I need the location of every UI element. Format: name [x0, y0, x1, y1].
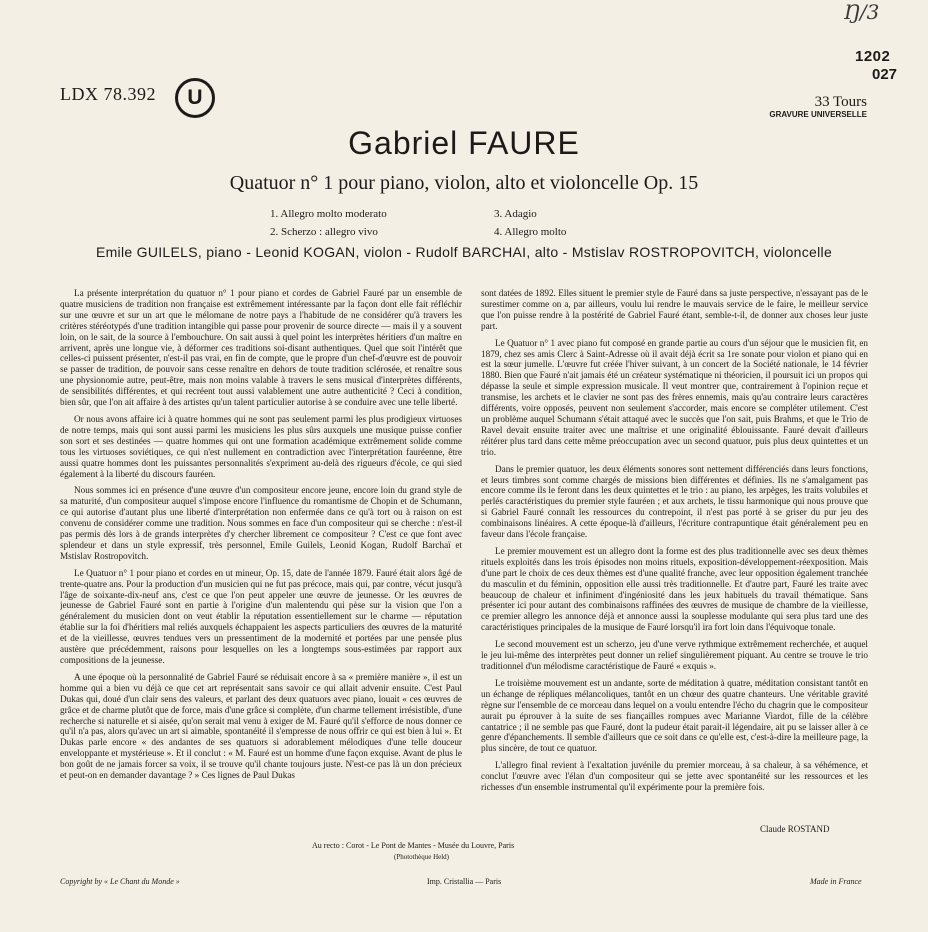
movement-2: 2. Scherzo : allegro vivo: [270, 226, 378, 238]
notes-paragraph: Nous sommes ici en présence d'une œuvre d'un compositeur encore jeune, encore loin du grand style de sa maturité, d'un compositeur auquel s'impose encore l'influence du romantisme de Chopin et de Schumann, ce qui autorise d'autant plus une liberté d'interprétation non enfermée dans ce qu'à tort ou à raison on est convenu de considérer comme une tradition. Nous sommes en face d'un compositeur qui se cherche : n'est-il pas permis dès lors à de grands interprètes d'y chercher librement ce compositeur ? C'est ce que font avec splendeur et dans un style expressif, très personnel, Emile Guilels, Leonid Kogan, Rudolf Barchaï et Mstislav Rostropovitch.: [60, 485, 462, 561]
composer-title: Gabriel FAURE: [348, 125, 580, 161]
notes-paragraph: La présente interprétation du quatuor n° 1 pour piano et cordes de Gabriel Fauré par un ensemble de quatre musiciens de tradition non française est extrêmement intéressante par la façon dont elle fait réfléchir sur une œuvre et sur un art que le mélomane de notre pays a l'habitude de ne considérer qu'à travers les critères stéréotypés d'une tradition intangible qui passe pour provenir de source directe — mais il y a souvent loin, on le sait, de la source à l'embouchure. On sait aussi à quel point les interprètes héritiers d'un maître en arrivent, après une longue vie, à déformer ces traditions soi-disant authentiques. Quel que soit l'intérêt que celles-ci puissent présenter, n'est-il pas vrai, en fin de compte, que le propre d'un chef-d'œuvre est de pouvoir se passer de tradition, de pouvoir sans cesse renaître en dehors de toute tradition sclérosée, et renaître sous une physionomie autre, peut-être, mais non moins valable à travers le sens musical d'interprètes différents, de sensibilités différentes, et qui recréent tout aussi valablement une autre authenticité ? Ceci à condition, bien sûr, que l'on ait affaire à des artistes qu'un talent particulier autorise à se conduire avec une telle liberté.: [60, 288, 462, 408]
notes-paragraph: Le Quatuor n° 1 pour piano et cordes en ut mineur, Op. 15, date de l'année 1879. Fauré était alors âgé de trente-quatre ans. Pour la production d'un musicien qui ne fut pas précoce, mais qui, par contre, vécut jusqu'à l'âge de soixante-dix-neuf ans, c'est ce que l'on peut appeler une œuvre de jeunesse. Or les œuvres de jeunesse de Gabriel Fauré sont en partie à l'origine d'un malentendu qui pèse sur la vision que l'on a généralement du musicien dont on veut établir la réputation essentiellement sur le charme — réputation établie sur la foi d'héritiers mal reliés auxquels échappaient les aspects particuliers des œuvres de la maturité et de la vieillesse, œuvres tendues vers un pressentiment de la modernité et portées par une pensée plus austère que précédemment, raisons pour lesquelles on les a longtemps sous-estimées par rapport aux compositions de la jeunesse.: [60, 567, 462, 665]
catalog-stamp-line1: 1202: [855, 48, 891, 65]
movement-3: 3. Adagio: [494, 208, 537, 220]
gravure-label: GRAVURE UNIVERSELLE: [769, 110, 867, 119]
movement-4: 4. Allegro molto: [494, 226, 567, 238]
catalog-number: LDX 78.392: [60, 84, 156, 104]
notes-paragraph: A une époque où la personnalité de Gabriel Fauré se réduisait encore à sa « première manière », il est un homme qui a bien vu déjà ce que cet art représentait sans savoir ce qui allait advenir ensuite. C'est Paul Dukas qui, doué d'un clair sens des valeurs, et parlant des deux quatuors avec piano, louait « ces œuvres de grâce et de charme plutôt que de force, mais d'une grâce si complète, d'un charme tellement irrésistible, d'une recherche si naturelle et si aisée, qu'on serait mal venu à exiger de M. Fauré qu'il s'efforce de nous donner ce qu'il n'a pas, alors qu'avec un art si aimable, spontanéité il s'empresse de nous offrir ce qui est bien à lui ». Et Dukas parle encore « des andantes de ses quatuors si adorablement mélodiques d'une telle douceur enveloppante et mystérieuse ». Et il conclut : « M. Fauré est un homme d'une façon exquise. Avant de plus le bon goût de ne jamais forcer sa voix, il se trouve qu'il chante toujours juste. N'est-ce pas là un don précieux et peut-on en demander davantage ? » Ces lignes de Paul Dukas: [60, 671, 462, 781]
liner-notes-right-column: [481, 288, 868, 828]
notes-paragraph: Dans le premier quatuor, les deux éléments sonores sont nettement différenciés dans leurs fonctions, et leurs timbres sont comme chargés de missions bien différentes et définies. Ils ne s'amalgament pas encore comme ils le feront dans les deux quintettes et le trio : au piano, les arpèges, les traits volubiles et perlés caractéristiques du premier style fauréen ; et aux archets, le tissu harmonique qui nous prouve que si Gabriel Fauré connaît les ressources du contrepoint, il n'est pas porté à se griser du pur jeu des combinaisons linéaires. A cette époque-là d'ailleurs, l'écriture contrapuntique était généralement peu en faveur dans l'école française.: [481, 463, 868, 540]
printer-credit: Imp. Cristallia — Paris: [427, 877, 502, 886]
copyright-notice: Copyright by « Le Chant du Monde »: [60, 877, 180, 886]
notes-author: Claude ROSTAND: [760, 824, 830, 834]
speed-label: 33 Tours: [814, 94, 867, 110]
work-title: Quatuor n° 1 pour piano, violon, alto et violoncelle Op. 15: [229, 172, 699, 194]
catalog-stamp-line2: 027: [872, 66, 898, 83]
cover-art-credit: Au recto : Corot - Le Pont de Mantes - Musée du Louvre, Paris: [312, 841, 515, 850]
made-in-label: Made in France: [810, 877, 862, 886]
notes-paragraph: Le premier mouvement est un allegro dont la forme est des plus traditionnelle avec ses deux thèmes rituels exploités dans les trois épisodes non moins rituels, exposition-développement-réexposition. Mais d'une part le choix de ces deux thèmes est d'une qualité franche, avec leur opposition également tranchée du masculin et du féminin, opposition elle aussi très traditionnelle. Et d'autre part, Fauré les traite avec beaucoup de chaleur et infiniment d'ingéniosité dans les jeux habituels du travail thématique. Sans présenter ici pour autant des combinaisons raffinées des œuvres de musique de chambre de la vieillesse, ce premier allegro les annonce déjà et annonce aussi la souplesse modulante qui sera plus tard une des caractéristiques principales de la musique de Fauré lorsqu'il ira fort loin dans l'équivoque tonale.: [481, 545, 868, 633]
photo-library-credit: (Photothèque Held): [394, 853, 450, 861]
notes-paragraph: sont datées de 1892. Elles situent le premier style de Fauré dans sa juste perspective, n'essayant pas de le surestimer comme on a, par ailleurs, voulu lui rendre le mauvais service de le faire, le meilleur service que l'on puisse rendre à la postérité de Gabriel Fauré étant, semble-t-il, de donner aux choses leur juste part.: [481, 288, 868, 331]
notes-paragraph: L'allegro final revient à l'exaltation juvénile du premier morceau, à sa chaleur, à sa véhémence, et conclut l'œuvre avec l'élan d'un compositeur qui se jette avec spontanéité sur les ressources et les richesses d'un ensemble instrumental qu'il expérimente pour la première fois.: [481, 760, 868, 793]
notes-paragraph: Or nous avons affaire ici à quatre hommes qui ne sont pas seulement parmi les plus prodigieux virtuoses de notre temps, mais qui sont aussi parmi les musiciens les plus sûrs auxquels une musique puisse confier son sort et ses destinées — quatre hommes qui ont une formation académique extrêmement solide comme tous les virtuoses soviétiques, ce qui n'est nullement en contradiction avec l'interprétation fauréenne, être aussi quatre hommes dont les puissantes personnalités s'expriment au-delà des rigueurs d'école, ce qui sied également à la liberté du discours fauréen.: [60, 413, 462, 479]
movement-1: 1. Allegro molto moderato: [270, 208, 387, 220]
notes-paragraph: Le troisième mouvement est un andante, sorte de méditation à quatre, méditation consistant tantôt en un échange de répliques mélancoliques, tantôt en un chœur des quatre chanteurs. Une véritable gravité règne sur l'ensemble de ce morceau dans lequel on a voulu entendre l'écho du chagrin que le compositeur aurait pu éprouver à la suite de ses fiançailles rompues avec Marianne Viardot, fille de la célèbre cantatrice ; il ne semble pas que Fauré, dont la pudeur était parait-il légendaire, ait pu se laisser aller à ce genre d'épanchements. Il semble d'ailleurs que ce soit dans ce qu'elle est, c'est-à-dire la meilleure page, la plus sincère, de tout ce quatuor.: [481, 677, 868, 754]
performers-line: Emile GUILELS, piano - Leonid KOGAN, violon - Rudolf BARCHAI, alto - Mstislav ROSTROPOVITCH, violoncelle: [95, 244, 833, 260]
notes-paragraph: Le second mouvement est un scherzo, jeu d'une verve rythmique extrêmement recherchée, et auquel le jeu lui-même des interprètes peut donner un relief singulièrement piquant. Au centre se trouve le trio traditionnel d'un mélodisme caractéristique de Fauré « exquis ».: [481, 639, 868, 671]
universal-logo: U: [175, 78, 215, 118]
notes-paragraph: Le Quatuor n° 1 avec piano fut composé en grande partie au cours d'un séjour que le musicien fit, en 1879, chez ses amis Clerc à Saint-Adresse où il avait déjà écrit sa 1re sonate pour violon et piano qui en est la sœur jumelle. L'œuvre fut créée l'hiver suivant, à un concert de la Société nationale, le 14 février 1880. Bien que Fauré n'ait jamais été un créateur systématique ni théoricien, il poursuit ici un propos qui dépasse la seule et simple expression musicale. Il veut montrer que, contrairement à l'opinion reçue et transmise, les archets et le clavier ne sont pas des frères ennemis, mais qu'au contraire leurs caractères différents, voire opposés, peuvent non seulement s'accorder, mais encore se compléter utilement. C'est un problème auquel Schumann s'était attaqué avec le succès que l'on sait, puis Brahms, et que le Trio de Ravel devait ensuite traiter avec une maîtrise et une originalité éblouissante. Fauré devait d'ailleurs réitérer plus tard dans cette même préoccupation avec un second quatuor, puis plus deux quintettes et un trio.: [481, 337, 868, 457]
handwritten-note: Ŋ/3: [843, 0, 880, 24]
liner-notes-left-column: [60, 288, 462, 870]
